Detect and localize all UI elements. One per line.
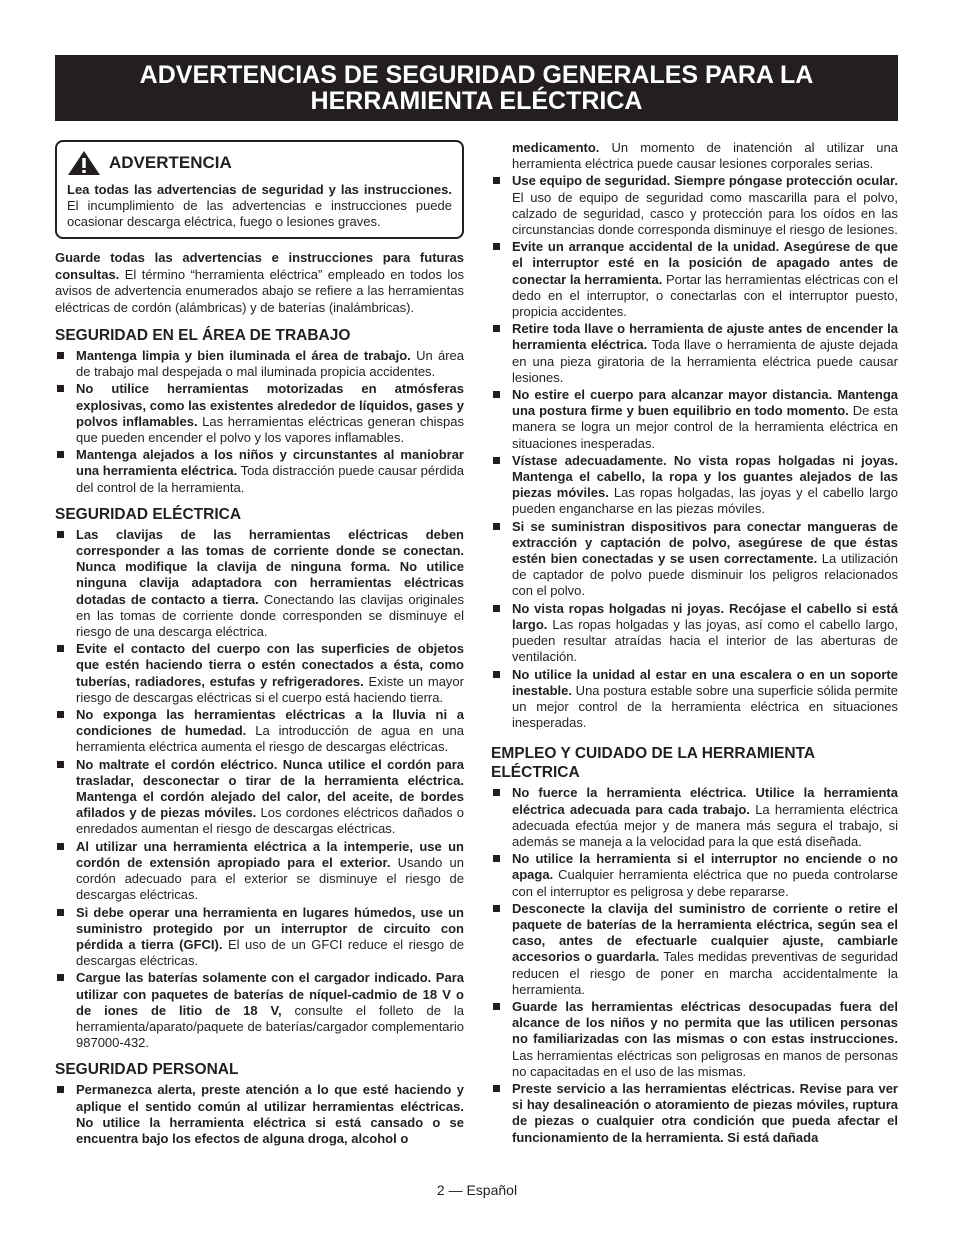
item-body-text: Usando un cordón adecuado para el exterior se disminuye el riesgo de descargas eléctricas. xyxy=(76,854,464,903)
item-bold-text: Mantenga alejados a los niños y circunstantes al maniobrar una herramienta eléctrica. xyxy=(76,447,464,479)
item-body-text: Las ropas holgadas, las joyas y el cabello largo pueden engancharse en las piezas móviles. xyxy=(512,485,898,517)
item-bold-text: No vista ropas holgadas ni joyas. Recójase el cabello si está largo. xyxy=(512,600,898,632)
item-body-text: Toda distracción puede causar pérdida del control de la herramienta. xyxy=(76,463,464,495)
item-bold-text: No estire el cuerpo para alcanzar mayor distancia. Mantenga una postura firme y buen equilibrio en todo momento. xyxy=(512,387,898,419)
section-heading: SEGURIDAD ELÉCTRICA xyxy=(55,505,242,523)
list-item xyxy=(491,321,898,386)
item-body-text: Tales medidas preventivas de seguridad reducen el riesgo de poner en marcha accidentalmente la herramienta. xyxy=(512,949,898,997)
item-body-text: consulte el folleto de la herramienta/aparato/paquete de baterías/cargador complementario 987000-432. xyxy=(76,1002,464,1051)
list-item xyxy=(491,239,898,320)
page-title-line-1: ADVERTENCIAS DE SEGURIDAD GENERALES PARA LA xyxy=(139,61,814,89)
section-heading: SEGURIDAD PERSONAL xyxy=(55,1061,239,1079)
item-body-text: El uso de equipo de seguridad como mascarilla para el polvo, calzado de seguridad, casco y protección para los oídos en las circunstancias donde corresponda disminuye el riesgo de lesiones. xyxy=(512,189,898,238)
item-bold-text: Si debe operar una herramienta en lugares húmedos, use un suministro protegido por un interruptor de circuito con pérdida a tierra (GFCI). xyxy=(76,904,464,952)
page-number: 2 — Español xyxy=(436,1182,518,1198)
square-bullet-icon xyxy=(493,391,500,398)
care-list xyxy=(491,785,898,1145)
list-item xyxy=(491,601,898,666)
warning-box xyxy=(55,140,464,239)
list-item xyxy=(491,140,898,172)
square-bullet-icon xyxy=(57,352,64,359)
item-body-text: El uso de un GFCI reduce el riesgo de descargas eléctricas. xyxy=(76,936,464,969)
intro-bold-text: Guarde todas las advertencias e instrucciones para futuras consultas. xyxy=(55,250,464,282)
list-item xyxy=(55,527,464,640)
item-bold-text: Vístase adecuadamente. No vista ropas holgadas ni joyas. Mantenga el cabello, la ropa y los guantes alejados de las piezas móviles. xyxy=(512,452,898,501)
item-bold-text: No maltrate el cordón eléctrico. Nunca utilice el cordón para trasladar, desconectar o tirar de la herramienta eléctrica. Mantenga el cordón alejado del calor, del aceite, de bordes afilados y de piezas móviles. xyxy=(76,756,464,821)
list-item xyxy=(491,667,898,732)
item-body-text: Las herramientas eléctricas son peligrosas en manos de personas no capacitadas en el uso de las mismas. xyxy=(512,1047,898,1079)
item-body-text: La utilización de captador de polvo puede disminuir los peligros relacionados con el polvo. xyxy=(512,551,898,599)
item-body-text: Las ropas holgadas y las joyas, así como el cabello largo, pueden resultar atraídas hacia el interior de las aberturas de ventilación. xyxy=(512,616,898,665)
list-item xyxy=(55,381,464,446)
section-list xyxy=(55,348,464,496)
item-body-text: La herramienta eléctrica adecuada efectúa mejor y de manera más segura el trabajo, si además se maneja a la velocidad para la que está diseñada. xyxy=(512,801,898,849)
item-body-text: Una postura estable sobre una superficie sólida permite un mejor control de la herramienta eléctrica en situaciones inesperadas. xyxy=(512,682,898,731)
list-item xyxy=(491,173,898,238)
warning-bold-text: Lea todas las advertencias de seguridad y las instrucciones. xyxy=(67,182,452,197)
item-bold-text: Permanezca alerta, preste atención a lo que esté haciendo y aplique el sentido común al utilizar herramientas eléctricas. No utilice la herramienta eléctrica si está cansado o se encuentra bajo los efectos de alguna droga, alcohol o xyxy=(76,1082,464,1146)
item-body-text: Conectando las clavijas originales en las tomas de corriente donde corresponden se disminuye el riesgo de una descarga eléctrica. xyxy=(76,591,464,640)
item-bold-text: Las clavijas de las herramientas eléctricas deben corresponder a las tomas de corriente donde se conectan. Nunca modifique la clavija de ninguna forma. No utilice ninguna clavija adaptadora con herramientas eléctricas dotadas de contacto a tierra. xyxy=(76,526,464,607)
square-bullet-icon xyxy=(57,761,64,768)
item-bold-text: No utilice la herramienta si el interruptor no enciende o no apaga. xyxy=(512,851,898,883)
page-title-line-2: HERRAMIENTA ELÉCTRICA xyxy=(310,87,643,115)
item-body-text: Un momento de inatención al utilizar una herramienta eléctrica puede causar lesiones corporales serias. xyxy=(512,140,898,172)
list-item xyxy=(55,970,464,1051)
item-bold-text: Al utilizar una herramienta eléctrica a la intemperie, use un cordón de extensión apropiado para el exterior. xyxy=(76,838,464,870)
intro-body-text: El término “herramienta eléctrica” empleado en todos los avisos de advertencia enumerados abajo se refiere a las herramientas eléctricas de cordón (alámbricas) y de baterías (inalámbricas). xyxy=(55,266,464,315)
item-bold-text: Preste servicio a las herramientas eléctricas. Revise para ver si hay desalineación o atoramiento de piezas móviles, ruptura de piezas o cualquier otra condición que pueda afectar el funcionamiento de la herramienta. Si está dañada xyxy=(512,1080,898,1145)
square-bullet-icon xyxy=(57,531,64,538)
square-bullet-icon xyxy=(57,1086,64,1093)
right-column xyxy=(491,140,898,1147)
list-item xyxy=(55,905,464,970)
item-bold-text: Evite un arranque accidental de la unidad. Asegúrese de que el interruptor esté en la posición de apagado antes de conectar la herramienta. xyxy=(512,239,898,287)
warning-triangle-icon xyxy=(67,150,101,176)
square-bullet-icon xyxy=(493,1085,500,1092)
square-bullet-icon xyxy=(493,177,500,184)
list-item xyxy=(491,453,898,518)
item-body-text: Portar las herramientas eléctricas con el dedo en el interruptor, o conectarlas con el interruptor puesto, propicia accidentes. xyxy=(512,271,898,320)
square-bullet-icon xyxy=(493,243,500,250)
section-list xyxy=(55,1082,464,1147)
list-item xyxy=(55,447,464,496)
item-bold-text: Cargue las baterías solamente con el cargador indicado. Para utilizar con paquetes de baterías de níquel-cadmio de 18 V o de iones de litio de 18 V, xyxy=(76,970,464,1018)
list-item xyxy=(491,851,898,900)
item-body-text: La introducción de agua en una herramienta eléctrica aumenta el riesgo de descargas eléctricas. xyxy=(76,723,464,755)
item-bold-text: Guarde las herramientas eléctricas desocupadas fuera del alcance de los niños y no permita que las utilicen personas no familiarizadas con las mismas o con estas instrucciones. xyxy=(512,998,898,1047)
square-bullet-icon xyxy=(493,855,500,862)
personal-safety-list xyxy=(491,173,898,731)
square-bullet-icon xyxy=(57,451,64,458)
item-bold-text: Si se suministran dispositivos para conectar mangueras de extracción y captación de polvo, asegúrese de que éstas estén bien conectadas y se usen correctamente. xyxy=(512,518,898,567)
item-bold-text: medicamento. xyxy=(512,140,600,155)
warning-header xyxy=(67,150,452,176)
list-item xyxy=(491,901,898,998)
square-bullet-icon xyxy=(493,457,500,464)
list-item xyxy=(55,839,464,904)
list-item xyxy=(491,1081,898,1146)
warning-body-text: El incumplimiento de las advertencias e instrucciones puede ocasionar descarga eléctrica, fuego o lesiones graves. xyxy=(67,198,452,229)
list-item xyxy=(55,641,464,706)
square-bullet-icon xyxy=(493,325,500,332)
left-column xyxy=(55,140,464,1148)
intro-paragraph xyxy=(55,250,464,316)
list-item xyxy=(491,387,898,452)
list-item xyxy=(491,999,898,1080)
item-body-text: Toda llave o herramienta de ajuste dejada en una pieza giratoria de la herramienta eléctrica puede causar lesiones. xyxy=(512,337,898,385)
square-bullet-icon xyxy=(493,1003,500,1010)
square-bullet-icon xyxy=(493,523,500,530)
list-item xyxy=(55,348,464,380)
section-heading: SEGURIDAD EN EL ÁREA DE TRABAJO xyxy=(55,327,351,344)
warning-title: ADVERTENCIA xyxy=(109,153,232,172)
item-bold-text: Mantenga limpia y bien iluminada el área de trabajo. xyxy=(76,348,411,363)
square-bullet-icon xyxy=(493,605,500,612)
item-bold-text: No utilice herramientas motorizadas en atmósferas explosivas, como las existentes alrededor de líquidos, gases y polvos inflamables. xyxy=(76,381,464,429)
item-body-text: Un área de trabajo mal despejada o mal iluminada propicia accidentes. xyxy=(76,348,464,380)
list-item xyxy=(55,1082,464,1147)
square-bullet-icon xyxy=(57,974,64,981)
left-sections xyxy=(55,326,464,1147)
item-bold-text: Retire toda llave o herramienta de ajuste antes de encender la herramienta eléctrica. xyxy=(512,321,898,353)
item-bold-text: No exponga las herramientas eléctricas a la lluvia ni a condiciones de humedad. xyxy=(76,707,464,739)
item-bold-text: Use equipo de seguridad. Siempre póngase protección ocular. xyxy=(512,173,898,189)
care-heading: EMPLEO Y CUIDADO DE LA HERRAMIENTA ELÉCTRICA xyxy=(491,745,815,782)
personal-continuation-list xyxy=(491,140,898,172)
square-bullet-icon xyxy=(57,385,64,392)
square-bullet-icon xyxy=(57,711,64,718)
item-bold-text: No utilice la unidad al estar en una escalera o en un soporte inestable. xyxy=(512,666,898,698)
page-title xyxy=(55,55,898,121)
item-bold-text: No fuerce la herramienta eléctrica. Utilice la herramienta eléctrica adecuada para cada trabajo. xyxy=(512,785,898,817)
item-bold-text: Desconecte la clavija del suministro de corriente o retire el paquete de baterías de la herramienta eléctrica, según sea el caso, antes de efectuarle cualquier ajuste, cambiarle accesorios o guardarla. xyxy=(512,900,898,965)
item-bold-text: Evite el contacto del cuerpo con las superficies de objetos que estén haciendo tierra o estén conectados a ésta, como tuberías, radiadores, estufas y refrigeradores. xyxy=(76,641,464,689)
list-item xyxy=(491,519,898,600)
square-bullet-icon xyxy=(493,905,500,912)
item-body-text: Las herramientas eléctricas generan chispas que pueden encender el polvo y los vapores inflamables. xyxy=(76,413,464,446)
list-item xyxy=(491,785,898,850)
square-bullet-icon xyxy=(57,909,64,916)
section-list xyxy=(55,527,464,1052)
item-body-text: Los cordones eléctricos dañados o enredados aumentan el riesgo de descargas eléctricas. xyxy=(76,805,464,837)
item-body-text: Existe un mayor riesgo de descargas eléctricas si el cuerpo está haciendo tierra. xyxy=(76,673,464,705)
warning-text xyxy=(67,182,452,230)
item-body-text: Cualquier herramienta eléctrica que no pueda controlarse con el interruptor es peligrosa y debe repararse. xyxy=(512,867,898,899)
square-bullet-icon xyxy=(57,843,64,850)
square-bullet-icon xyxy=(57,645,64,652)
list-item xyxy=(55,707,464,756)
list-item xyxy=(55,757,464,838)
square-bullet-icon xyxy=(493,789,500,796)
item-body-text: De esta manera se logra un mejor control de la herramienta eléctrica en situaciones inesperadas. xyxy=(512,403,898,451)
square-bullet-icon xyxy=(493,671,500,678)
